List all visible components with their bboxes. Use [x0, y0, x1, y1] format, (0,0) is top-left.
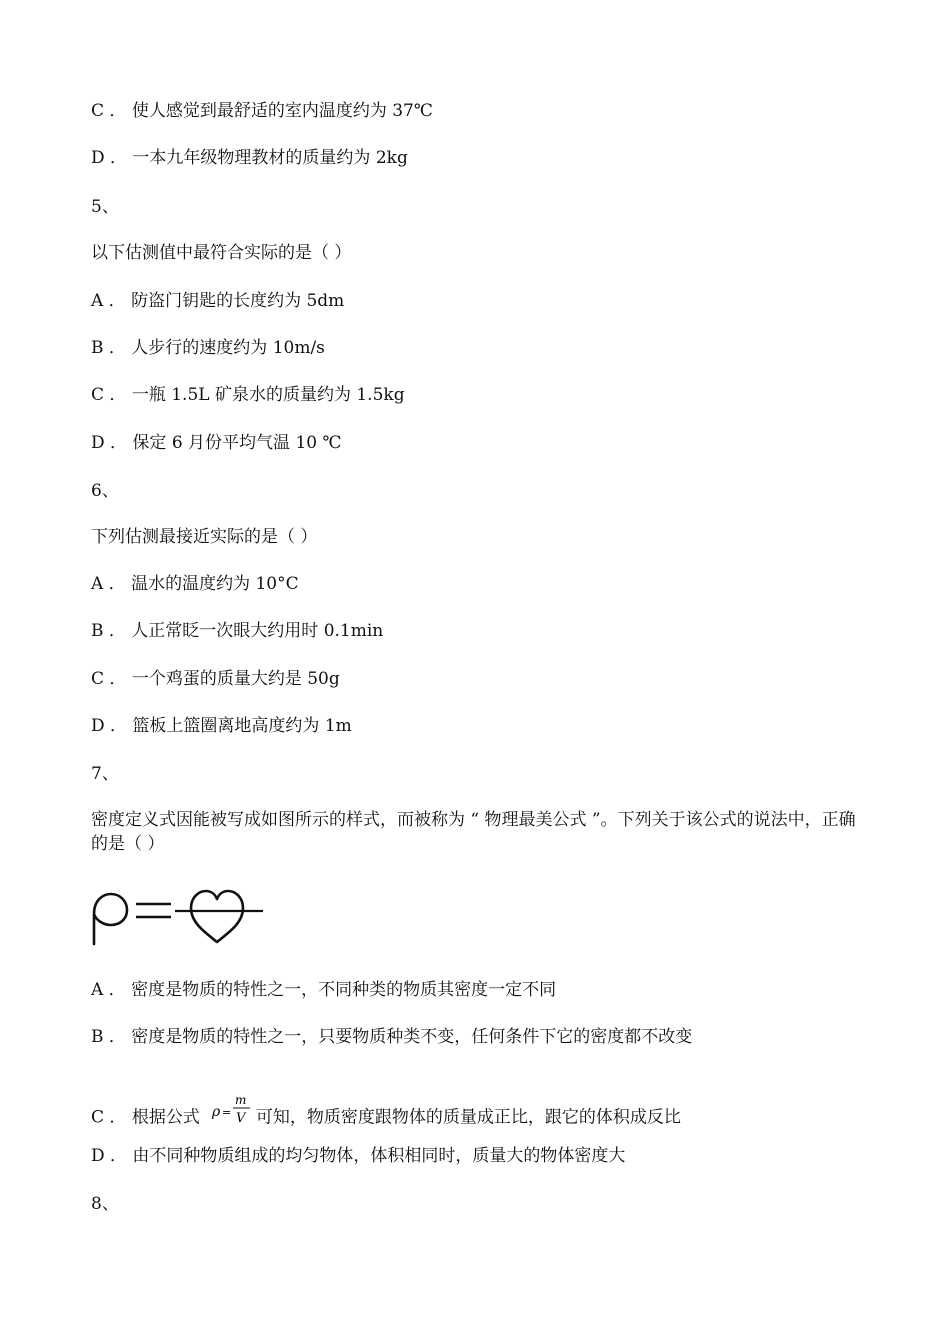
option-6a: A ． 温水的温度约为 10°C — [91, 574, 299, 594]
formula-numerator: m — [234, 1093, 247, 1107]
option-7b: B ． 密度是物质的特性之一，只要物质种类不变，任何条件下它的密度都不改变 — [91, 1027, 693, 1047]
option-6d: D ． 篮板上篮圈离地高度约为 1m — [91, 716, 352, 736]
option-5b: B ． 人步行的速度约为 10m/s — [91, 338, 325, 358]
question-7-stem: 密度定义式因能被写成如图所示的样式，而被称为 “ 物理最美公式 ”。下列关于该公式的说法中，正确的是（ ） — [91, 810, 856, 854]
option-5c: C ． 一瓶 1.5L 矿泉水的质量约为 1.5kg — [91, 385, 405, 405]
option-7d: D ． 由不同种物质组成的均匀物体，体积相同时，质量大的物体密度大 — [91, 1146, 626, 1166]
option-4c: C ． 使人感觉到最舒适的室内温度约为 37℃ — [91, 101, 433, 121]
option-7c-prefix: C ． 根据公式 — [91, 1107, 200, 1128]
option-5a: A ． 防盗门钥匙的长度约为 5dm — [91, 291, 345, 311]
question-6-number: 6、 — [91, 481, 119, 501]
option-7c — [91, 1093, 681, 1138]
option-4d: D ． 一本九年级物理教材的质量约为 2kg — [91, 148, 408, 168]
question-7-number: 7、 — [91, 764, 119, 784]
question-5-number: 5、 — [91, 197, 119, 217]
density-formula-inline — [210, 1090, 254, 1130]
question-6-stem: 下列估测最接近实际的是（ ） — [91, 527, 318, 547]
formula-equals: = — [221, 1106, 232, 1119]
option-5d: D ． 保定 6 月份平均气温 10 ℃ — [91, 433, 342, 453]
formula-rho: ρ — [211, 1104, 221, 1120]
heart-density-formula-image — [91, 884, 271, 950]
question-5-stem: 以下估测值中最符合实际的是（ ） — [91, 243, 352, 263]
option-7a: A ． 密度是物质的特性之一，不同种类的物质其密度一定不同 — [91, 980, 557, 1000]
question-8-number: 8、 — [91, 1194, 119, 1214]
formula-denominator: V — [235, 1111, 246, 1126]
option-7c-suffix: 可知，物质密度跟物体的质量成正比，跟它的体积成反比 — [255, 1107, 681, 1128]
option-6b: B ． 人正常眨一次眼大约用时 0.1min — [91, 621, 384, 641]
option-6c: C ． 一个鸡蛋的质量大约是 50g — [91, 669, 340, 689]
